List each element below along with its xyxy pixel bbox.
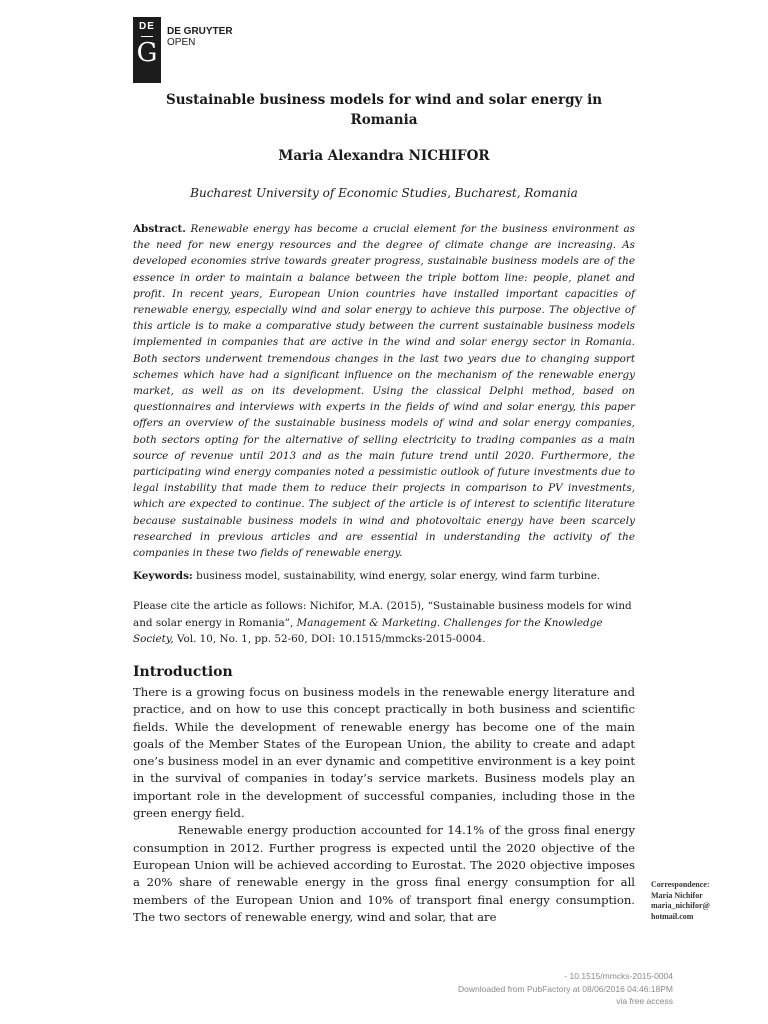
citation <box>133 598 635 648</box>
author-affiliation: Bucharest University of Economic Studies, Bucharest, Romania <box>190 186 578 200</box>
keywords <box>133 568 635 584</box>
abstract-text: Renewable energy has become a crucial element for the business environment as the need for new energy resources and the degree of climate change are increasing. As developed economies strive towards greater progress, sustainable business models are of the essence in order to maintain a balance between the triple bottom line: people, planet and profit. In recent years, European Union countries have installed important capacities of renewable energy, especially wind and solar energy to achieve this purpose. The objective of this article is to make a comparative study between the current sustainable business models implemented in companies that are active in the wind and solar energy sector in Romania. Both sectors underwent tremendous changes in the last two years due to changing support schemes which have had a significant influence on the mechanism of the renewable energy market, as well as on its development. Using the classical Delphi method, based on questionnaires and interviews with experts in the fields of wind and solar energy, this paper offers an overview of the sustainable business models of wind and solar energy companies, both sectors opting for the alternative of selling electricity to trading companies as a main source of revenue until 2013 and as the main future trend until 2020. Furthermore, the participating wind energy companies noted a pessimistic outlook of future investments due to legal instability that made them to reduce their projects in comparison to PV investments, which are expected to continue. The subject of the article is of interest to scientific literature because sustainable business models in wind and photovoltaic energy have been scarcely researched in previous articles and are essential in understanding the activity of the companies in these two fields of renewable energy. <box>133 223 635 560</box>
footer-downloaded: Downloaded from PubFactory at 08/06/2016 04:46:18PM <box>458 983 673 994</box>
correspondence-note <box>651 880 741 922</box>
publisher-name-sub: OPEN <box>167 37 196 48</box>
paragraph: There is a growing focus on business models in the renewable energy literature and practice, and on how to use this concept practically in both business and scientific fields. While the development of renewable energy has become one of the main goals of the Member States of the European Union, the ability to create and adapt one’s business model in an ever dynamic and competitive environment is a key point in the survival of companies in today’s service markets. Business models play an important role in the development of successful companies, including those in the green energy field. <box>133 685 635 821</box>
introduction-body <box>133 684 635 926</box>
keywords-text: business model, sustainability, wind energy, solar energy, wind farm turbine. <box>196 570 601 582</box>
citation-prefix: Please cite the article as follows: Nichifor, M.A. (2015), “Sustainable business models for wind and solar energy in Romania”, <box>133 600 632 629</box>
abstract-label: Abstract. <box>133 223 186 235</box>
logo-mark-top: DE <box>139 21 155 32</box>
keywords-label: Keywords: <box>133 570 193 582</box>
article-author: Maria Alexandra NICHIFOR <box>278 148 490 164</box>
publisher-logo-mark <box>133 17 161 83</box>
correspondence-email-2: hotmail.com <box>651 911 694 921</box>
paragraph: Renewable energy production accounted for 14.1% of the gross final energy consumption in 2012. Further progress is expected until the 2020 objective of the European Union will be achieved according to Eurostat. The 2020 objective imposes a 20% share of renewable energy in the gross final energy consumption for all members of the European Union and 10% of transport final energy consumption. The two sectors of renewable energy, wind and solar, that are <box>133 823 635 924</box>
citation-suffix: Vol. 10, No. 1, pp. 52-60, DOI: 10.1515/mmcks-2015-0004. <box>173 633 486 645</box>
section-heading-introduction: Introduction <box>133 664 233 680</box>
correspondence-email-1: maria_nichifor@ <box>651 901 710 910</box>
footer-doi: - 10.1515/mmcks-2015-0004 <box>564 971 673 981</box>
logo-mark-bottom: G <box>136 38 158 68</box>
correspondence-label: Correspondence: <box>651 880 710 889</box>
logo-divider <box>141 36 153 37</box>
footer-access: via free access <box>616 996 673 1006</box>
citation-journal: Management & Marketing. Challenges for the Knowledge Society, <box>133 616 603 645</box>
article-title: Sustainable business models for wind and solar energy in Romania <box>165 92 603 128</box>
correspondence-name: Maria Nichifor <box>651 890 703 900</box>
publisher-name <box>167 26 233 48</box>
download-footer <box>458 970 673 1008</box>
abstract <box>133 221 635 561</box>
publisher-name-main: DE GRUYTER <box>167 26 233 37</box>
